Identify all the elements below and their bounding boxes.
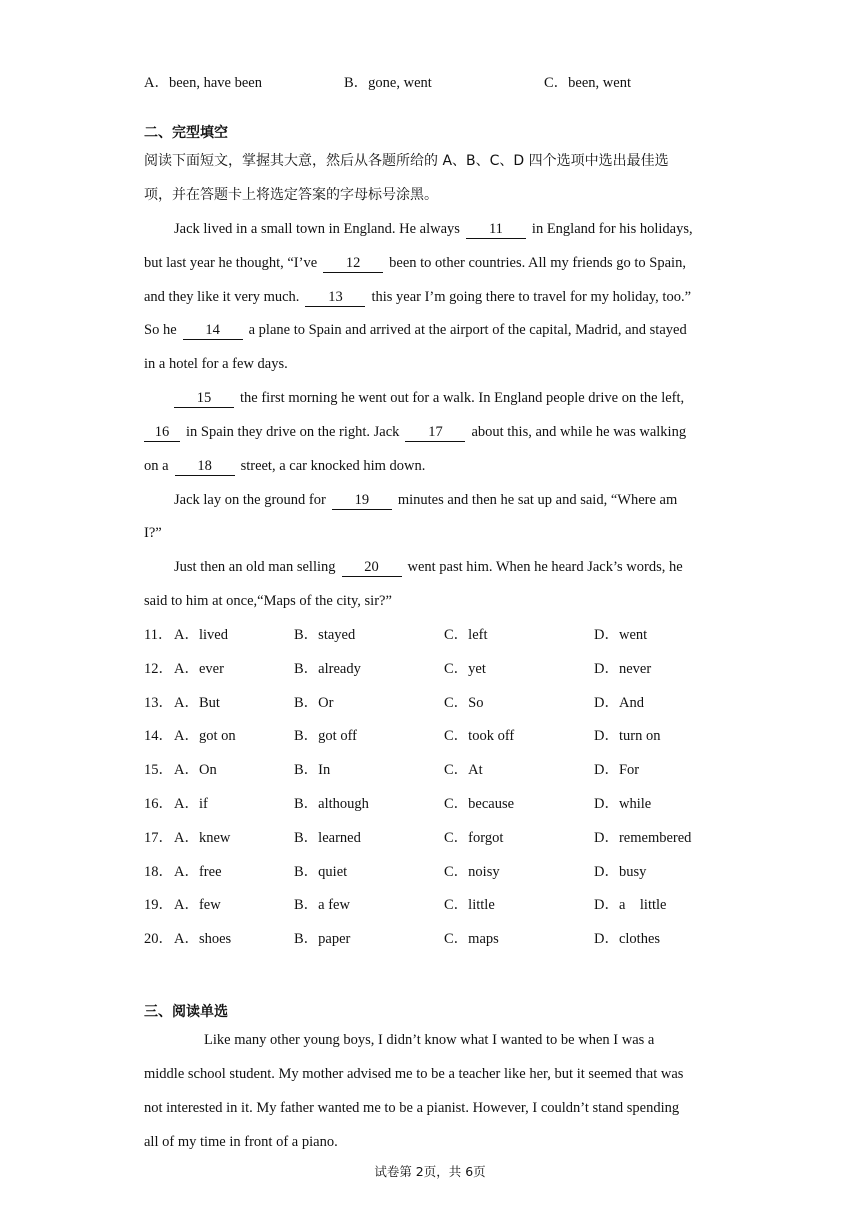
question-option-a: A．shoes bbox=[174, 931, 232, 948]
passage-line bbox=[144, 320, 687, 340]
question-number: 13． bbox=[144, 694, 173, 711]
passage-line: in a hotel for a few days. bbox=[144, 356, 288, 372]
reading-line: not interested in it. My father wanted me to be a pianist. However, I couldn’t stand spending bbox=[144, 1100, 680, 1116]
passage-line bbox=[174, 219, 693, 239]
question-option-a: A．if bbox=[174, 796, 208, 812]
passage-line: I?” bbox=[144, 525, 162, 541]
question-option-b: B．Or bbox=[294, 694, 334, 711]
question-option-b: B．quiet bbox=[294, 863, 348, 880]
question-option-c: C．maps bbox=[444, 931, 499, 948]
question-option-d: D．never bbox=[594, 660, 652, 677]
passage-text: Jack lay on the ground for bbox=[174, 492, 326, 508]
question-option-d: D．clothes bbox=[594, 931, 661, 948]
question-option-d: D．For bbox=[594, 762, 640, 779]
passage-text: went past him. When he heard Jack’s words, he bbox=[407, 559, 683, 575]
passage-text: Jack lived in a small town in England. He always bbox=[174, 221, 460, 237]
question-number: 15． bbox=[144, 762, 173, 779]
question-option-a: A．got on bbox=[174, 728, 236, 745]
question-option-b: B．In bbox=[294, 762, 331, 779]
question-option-a: A．free bbox=[174, 863, 222, 880]
passage-text: the first morning he went out for a walk. In England people drive on the left, bbox=[240, 390, 685, 406]
blank-18: 18 bbox=[175, 458, 235, 476]
question-option-b: B．a few bbox=[294, 897, 350, 914]
question-number: 18． bbox=[144, 863, 173, 880]
passage-text: been to other countries. All my friends go to Spain, bbox=[389, 255, 686, 271]
passage-line bbox=[144, 422, 686, 442]
reading-line: Like many other young boys, I didn’t know what I wanted to be when I was a bbox=[204, 1032, 655, 1048]
question-option-a: A．On bbox=[174, 762, 217, 779]
blank-12: 12 bbox=[323, 255, 383, 273]
question-option-d: D．turn on bbox=[594, 728, 661, 745]
passage-text: but last year he thought, “I’ve bbox=[144, 255, 318, 271]
question-option-d: D．remembered bbox=[594, 829, 692, 846]
question-option-c: C．At bbox=[444, 762, 483, 779]
passage-line bbox=[144, 253, 686, 273]
question-number: 19． bbox=[144, 897, 173, 914]
question-option-c: C．So bbox=[444, 694, 484, 711]
passage-text: and they like it very much. bbox=[144, 289, 300, 305]
instruction-line-2: 项，并在答题卡上将选定答案的字母标号涂黑。 bbox=[144, 187, 438, 203]
option-b: B．gone, went bbox=[344, 75, 432, 91]
question-option-c: C．noisy bbox=[444, 863, 500, 880]
passage-text: in Spain they drive on the right. Jack bbox=[186, 424, 400, 440]
section-title-cloze: 二、完型填空 bbox=[144, 125, 228, 141]
question-option-d: D．busy bbox=[594, 863, 647, 880]
question-option-a: A．But bbox=[174, 694, 220, 711]
blank-19: 19 bbox=[332, 492, 392, 510]
question-option-a: A．knew bbox=[174, 829, 231, 846]
blank-15: 15 bbox=[174, 390, 234, 408]
question-number: 17． bbox=[144, 829, 173, 846]
passage-text: So he bbox=[144, 322, 177, 338]
passage-text: about this, and while he was walking bbox=[471, 424, 687, 440]
section-title-reading: 三、阅读单选 bbox=[144, 1004, 228, 1020]
question-number: 11． bbox=[144, 627, 173, 643]
passage-text: a plane to Spain and arrived at the airport of the capital, Madrid, and stayed bbox=[248, 322, 687, 338]
option-c: C．been, went bbox=[544, 75, 631, 91]
question-option-c: C．left bbox=[444, 627, 488, 643]
question-option-b: B．although bbox=[294, 796, 369, 812]
passage-line bbox=[174, 490, 677, 510]
passage-text: street, a car knocked him down. bbox=[240, 458, 426, 474]
reading-line: middle school student. My mother advised me to be a teacher like her, but it seemed that was bbox=[144, 1066, 684, 1082]
question-number: 12． bbox=[144, 660, 173, 677]
question-option-d: D．a little bbox=[594, 897, 667, 914]
question-option-c: C．yet bbox=[444, 660, 486, 677]
question-number: 20． bbox=[144, 931, 173, 948]
blank-13: 13 bbox=[305, 289, 365, 307]
question-option-a: A．few bbox=[174, 897, 221, 914]
question-number: 14． bbox=[144, 728, 173, 745]
question-option-b: B．paper bbox=[294, 931, 351, 948]
question-option-d: D．And bbox=[594, 694, 644, 711]
passage-line: said to him at once,“Maps of the city, sir?” bbox=[144, 593, 392, 609]
question-option-d: D．went bbox=[594, 627, 648, 643]
blank-11: 11 bbox=[466, 221, 526, 239]
question-option-b: B．got off bbox=[294, 728, 357, 745]
question-option-d: D．while bbox=[594, 796, 652, 812]
passage-text: on a bbox=[144, 458, 169, 474]
question-option-a: A．ever bbox=[174, 660, 224, 677]
blank-17: 17 bbox=[405, 424, 465, 442]
page-footer: 试卷第 2页，共 6页 bbox=[374, 1164, 486, 1179]
question-option-c: C．forgot bbox=[444, 829, 504, 846]
question-option-c: C．because bbox=[444, 796, 515, 812]
blank-20: 20 bbox=[342, 559, 402, 577]
passage-text: Just then an old man selling bbox=[174, 559, 336, 575]
question-option-b: B．already bbox=[294, 660, 361, 677]
question-option-c: C．took off bbox=[444, 728, 515, 745]
question-option-b: B．learned bbox=[294, 829, 361, 846]
instruction-line-1: 阅读下面短文，掌握其大意，然后从各题所给的 A、B、C、D 四个选项中选出最佳选 bbox=[144, 153, 669, 169]
blank-14: 14 bbox=[183, 322, 243, 340]
question-option-b: B．stayed bbox=[294, 627, 356, 643]
reading-line: all of my time in front of a piano. bbox=[144, 1134, 338, 1150]
passage-line bbox=[144, 456, 425, 476]
passage-text: this year I’m going there to travel for my holiday, too.” bbox=[371, 289, 692, 305]
passage-text: minutes and then he sat up and said, “Where am bbox=[397, 492, 678, 508]
question-option-a: A．lived bbox=[174, 627, 228, 643]
passage-line bbox=[144, 287, 691, 307]
passage-line bbox=[174, 388, 684, 408]
question-number: 16． bbox=[144, 796, 173, 812]
passage-line bbox=[174, 557, 683, 577]
option-a: A．been, have been bbox=[144, 75, 262, 91]
passage-text: in England for his holidays, bbox=[531, 221, 693, 237]
question-option-c: C．little bbox=[444, 897, 495, 914]
blank-16: 16 bbox=[144, 424, 180, 442]
